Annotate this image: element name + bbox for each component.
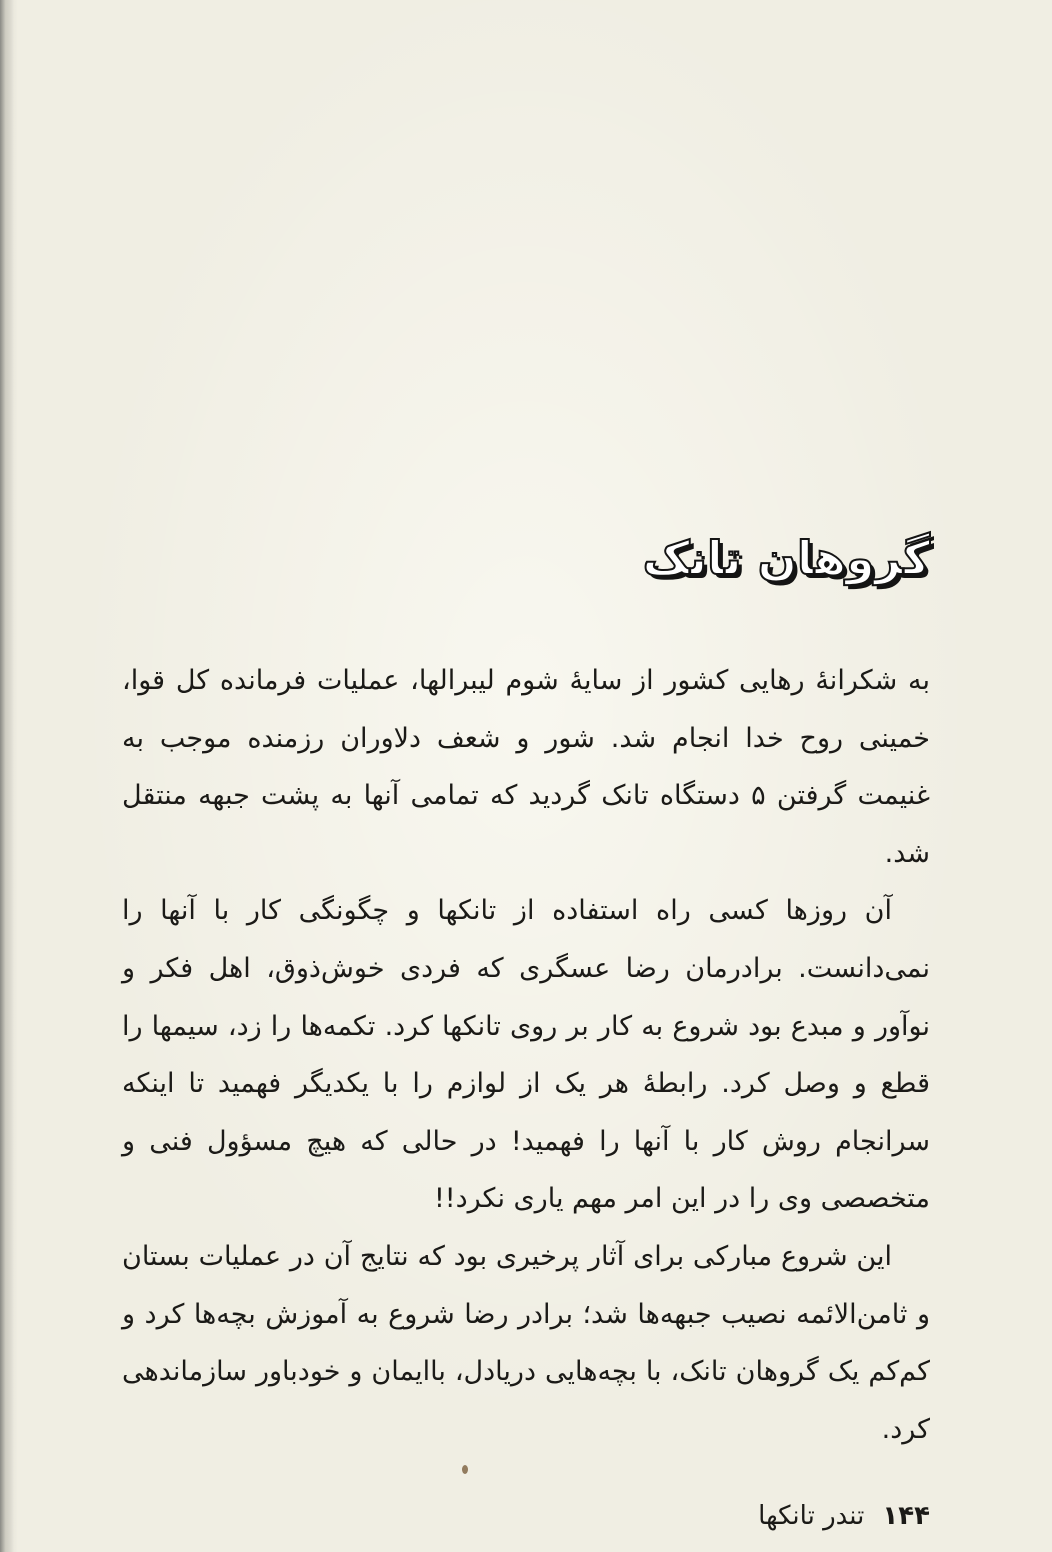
paragraph-2: آن روزها کسی راه استفاده از تانکها و چگونگی کار با آنها را نمی‌دانست. برادرمان رضا عسگری که فردی خوش‌ذوق، اهل فکر و نوآور و مبدع بود شروع به کار بر روی تانکها کرد. تکمه‌ها را زد، سیمها را قطع و وصل کرد. رابطهٔ هر یک از لوازم را با یکدیگر فهمید تا اینکه سرانجام روش کار با آنها را فهمید! در حالی که هیچ مسؤول فنی و متخصصی وی را در این امر مهم یاری نکرد!! bbox=[122, 895, 930, 1215]
paragraph-1: به شکرانهٔ رهایی کشور از سایهٔ شوم لیبرالها، عملیات فرمانده کل قوا، خمینی روح خدا انجام شد. شور و شعف دلاوران رزمنده موجب به غنیمت گرفتن ۵ دستگاه تانک گردید که تمامی آنها به پشت جبهه منتقل شد. bbox=[122, 665, 930, 869]
paper-speck bbox=[462, 1465, 468, 1474]
running-book-title: تندر تانکها bbox=[758, 1501, 865, 1531]
chapter-title: گروهان تانک bbox=[642, 531, 930, 585]
paragraph-3: این شروع مبارکی برای آثار پرخیری بود که نتایج آن در عملیات بستان و ثامن‌الائمه نصیب جبهه‌ها شد؛ برادر رضا شروع به آموزش بچه‌ها کرد و کم‌کم یک گروهان تانک، با بچه‌هایی دریادل، باایمان و خودباور سازماندهی کرد. bbox=[122, 1240, 930, 1445]
page-number: ۱۴۴ bbox=[882, 1501, 930, 1531]
page-edge-shadow bbox=[0, 0, 14, 1552]
page-footer bbox=[758, 1496, 930, 1536]
body-text bbox=[122, 652, 930, 1458]
